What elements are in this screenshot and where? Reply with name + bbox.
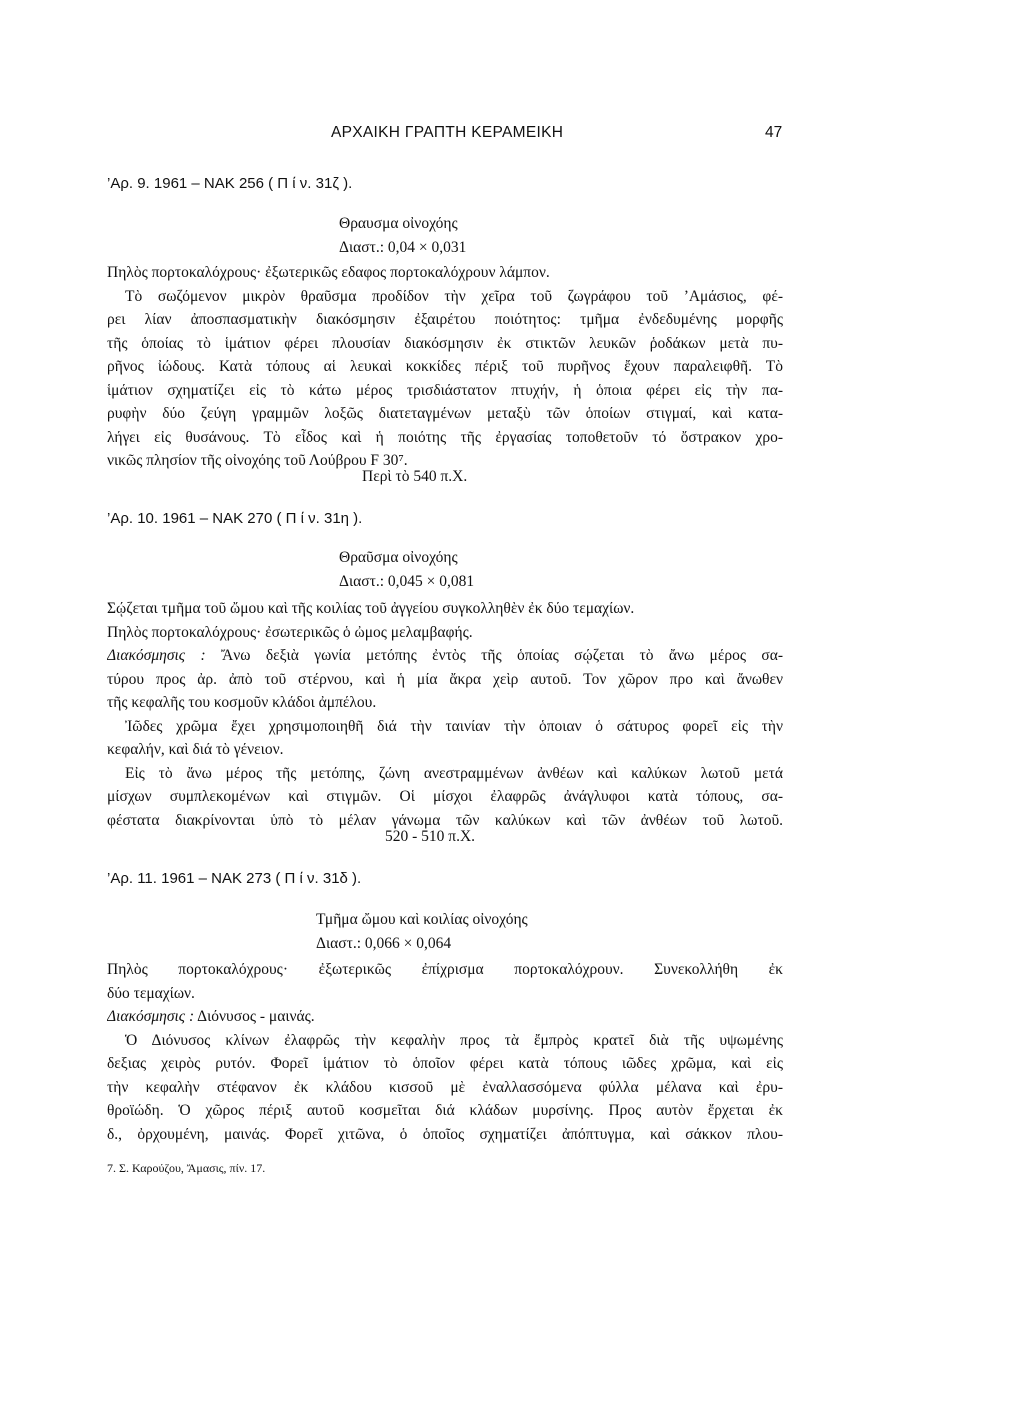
item-11-title: Τμῆμα ὤμου καὶ κοιλίας οἰνοχόης [316,911,528,928]
text-line: ἱμάτιον σχηματίζει εἰς τὸ κάτω μέρος τρισδιάστατον πτυχήν, ἡ ὁποια φέρει εἰς τὴν πα- [107,381,783,399]
text-line: ρει λίαν ἀποσπασματικὴν διακόσμησιν ἐξαιρέτου ποιότητος: τμῆμα ἐνδεδυμένης μορφῆς [107,311,783,328]
item-9-date: Περὶ τὸ 540 π.Χ. [362,468,468,485]
page-header [0,124,1024,148]
text-line: φέστατα διακρίνονται ὑπὸ τὸ μέλαν γάνωμα τῶν καλύκων καὶ τῶν ἀνθέων τοῦ λωτοῦ. [107,811,783,829]
text-line: τὴν κεφαλὴν στέφανον ἐκ κλάδου κισσοῦ μὲ ἐναλλασσόμενα φύλλα μέλανα καὶ ἐρυ- [107,1078,783,1096]
text-line: δεξιας χειρὸς ρυτόν. Φορεῖ ἱμάτιον τὸ ὁποῖον φέρει κατὰ τόπους ιῶδες χρῶμα, καὶ εἰς [107,1055,783,1072]
item-9-title: Θραυσμα οἰνοχόης [339,215,458,232]
text-line: τῆς κεφαλῆς του κοσμοῦν κλάδοι ἀμπέλου. [107,694,377,711]
text-line: δύο τεμαχίων. [107,984,195,1002]
text-line: θροϊώδη. Ὁ χῶρος πέριξ αυτοῦ κοσμεῖται διά κλάδων μυρσίνης. Προς αυτὸν ἔρχεται ἐκ [107,1102,783,1119]
text-line: ρυφὴν δύο ζεύγη γραμμῶν λοξῶς διατεταγμένων μεταξὺ τῶν ὁποίων στιγμαί, καὶ κατα- [107,405,783,422]
text-line: κεφαλήν, καὶ διά τὸ γένειον. [107,741,284,758]
decoration-line [107,644,783,668]
item-9-description [107,261,783,473]
item-9-dimensions: Διαστ.: 0,04 × 0,031 [339,239,467,256]
decoration-label: Διακόσμησις : [107,647,206,664]
footnote: 7. Σ. Καρούζου, Ἄμασις, πίν. 17. [107,1161,266,1175]
text-line: Ὁ Διόνυσος κλίνων ἐλαφρῶς τὴν κεφαλὴν προς τὰ ἔμπρὸς κρατεῖ διὰ τῆς υψωμένης [125,1031,783,1049]
text-line: Πηλὸς πορτοκαλόχρους· ἐξωτερικῶς ἐπίχρισμα πορτοκαλόχρουν. Συνεκολλήθη ἐκ [107,961,783,978]
item-10-description [107,597,783,832]
text-line: Πηλὸς πορτοκαλόχρους· ἐσωτερικῶς ὁ ὠμος μελαμβαφής. [107,623,473,641]
page-number: 47 [765,124,783,141]
text-line: Εἰς τὸ ἄνω μέρος τῆς μετόπης, ζώνη ανεστραμμένων ἀνθέων καὶ καλύκων λωτοῦ μετά [125,764,783,782]
text-line: τῆς ὁποίας τὸ ἱμάτιον φέρει πλουσίαν διακόσμησιν ἐκ στικτῶν λευκῶν ῥοδάκων μετὰ πυ- [107,334,783,352]
text-line: δ., ὀρχουμένη, μαινάς. Φορεῖ χιτῶνα, ὁ ὁποῖος σχηματίζει ἀπόπτυγμα, καὶ σάκκον πλου- [107,1125,783,1143]
text-line: νικῶς πλησίον τῆς οἰνοχόης τοῦ Λούβρου F 30⁷. [107,452,408,469]
item-11-dimensions: Διαστ.: 0,066 × 0,064 [316,935,452,952]
decoration-label: Διακόσμησις : [107,1008,195,1025]
text-line: Ἰῶδες χρῶμα ἔχει χρησιμοποιηθῆ διά τὴν ταινίαν τὴν ὁποιαν ὁ σάτυρος φορεῖ εἰς τὴν [125,717,783,735]
item-11-heading: ’Αρ. 11. 1961 – ΝΑΚ 273 ( Π ί ν. 31δ ). [107,870,362,887]
item-10-title: Θραῦσμα οἰνοχόης [339,549,458,566]
item-10-date: 520 - 510 π.Χ. [385,828,476,845]
decoration-line [107,1005,783,1029]
item-9-heading: ’Αρ. 9. 1961 – ΝΑΚ 256 ( Π ί ν. 31ζ ). [107,175,353,192]
decoration-text: Ἄνω δεξιὰ γωνία μετόπης ἐντὸς τῆς ὁποίας σῴζεται τὸ ἄνω μέρος σα- [221,647,783,664]
decoration-text: Διόνυσος - μαινάς. [197,1008,315,1025]
text-line: Σῴζεται τμῆμα τοῦ ὤμου καὶ τῆς κοιλίας τοῦ ἀγγείου συγκολληθὲν ἐκ δύο τεμαχίων. [107,600,635,617]
text-line: τύρου προς ἀρ. ἀπὸ τοῦ στέρνου, καὶ ἡ μία ἄκρα χεὶρ αυτοῦ. Τον χῶρον προ καὶ ἄνωθεν [107,670,783,688]
text-line: λήγει εἰς θυσάνους. Τὸ εἶδος καὶ ἡ ποιότης τῆς ἐργασίας τοποθετοῦν τό ὄστρακον χρο- [107,428,783,446]
item-11-description [107,958,783,1146]
text-line: ρῆνος ἰώδους. Κατὰ τόπους αἱ λευκαὶ κοκκίδες πέριξ τοῦ πυρῆνος ἔχουν παραλειφθῆ. Τὸ [107,358,783,375]
running-title: ΑΡΧΑΙΚΗ ΓΡΑΠΤΗ ΚΕΡΑΜΕΙΚΗ [331,124,564,141]
text-line: Πηλὸς πορτοκαλόχρους· ἐξωτερικῶς εδαφος πορτοκαλόχρουν λάμπον. [107,264,550,281]
text-line: Τὸ σωζόμενον μικρὸν θραῦσμα προδίδον τὴν χεῖρα τοῦ ζωγράφου τοῦ ’Αμάσιος, φέ- [125,287,783,305]
text-line: μίσχων συμπλεκομένων καὶ στιγμῶν. Οἱ μίσχοι ἐλαφρῶς ἀνάγλυφοι κατὰ τόπους, σα- [107,788,783,805]
item-10-heading: ’Αρ. 10. 1961 – ΝΑΚ 270 ( Π ί ν. 31η ). [107,510,363,527]
item-10-dimensions: Διαστ.: 0,045 × 0,081 [339,573,475,590]
